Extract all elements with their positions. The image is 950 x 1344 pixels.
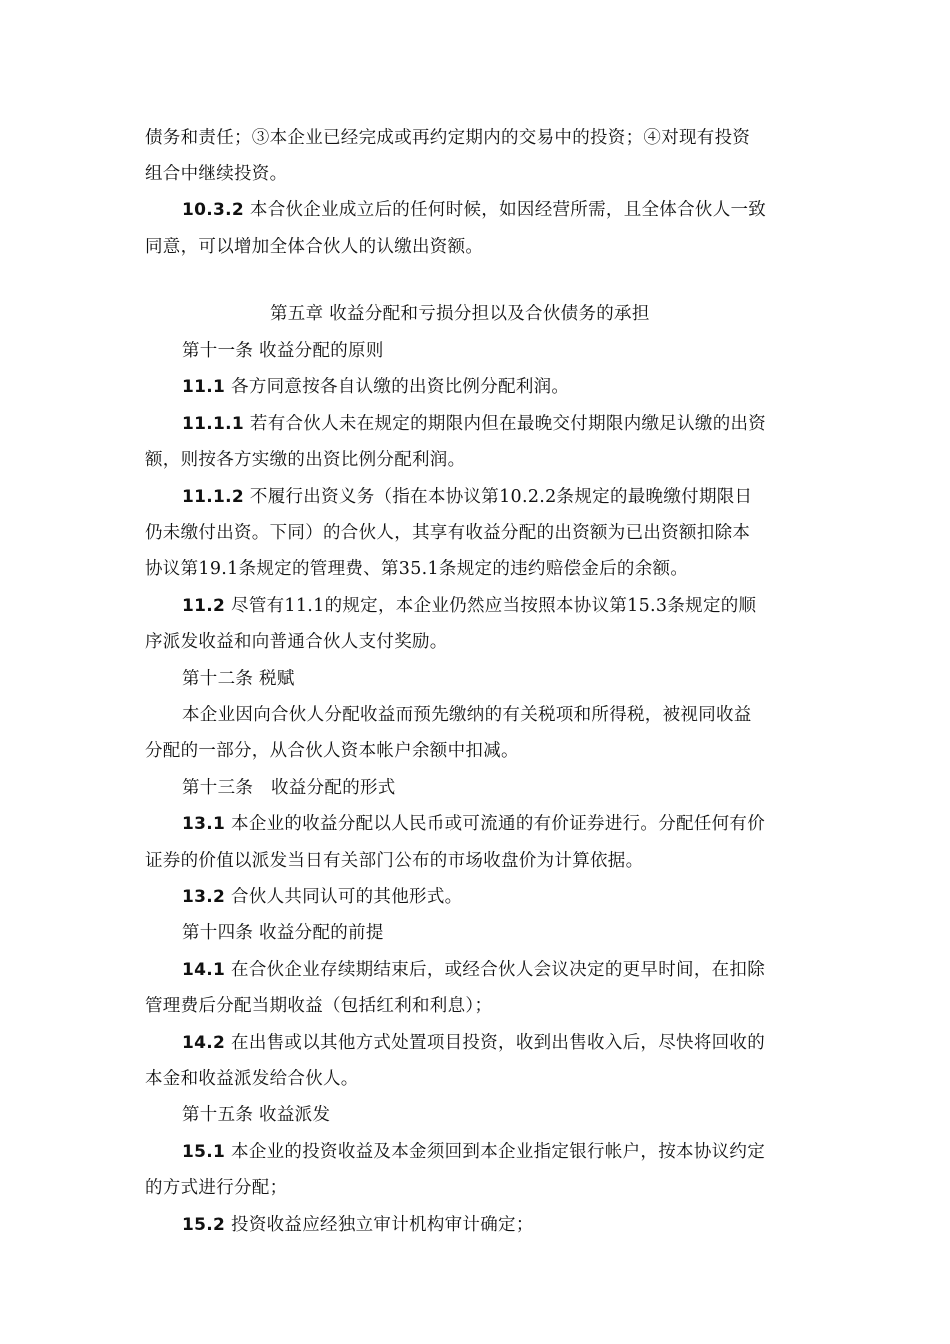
line-text: 债务和责任；③本企业已经完成或再约定期内的交易中的投资；④对现有投资 [145, 128, 751, 148]
line-text: 在出售或以其他方式处置项目投资，收到出售收入后，尽快将回收的 [225, 1033, 766, 1053]
article-heading [182, 667, 295, 691]
line-text: 证券的价值以派发当日有关部门公布的市场收盘价为计算依据。 [145, 851, 644, 871]
line-text: 不履行出资义务（指在本协议第10.2.2条规定的最晚缴付期限日 [244, 487, 753, 507]
line-text: 投资收益应经独立审计机构审计确定； [225, 1215, 534, 1235]
line-text: 分配的一部分，从合伙人资本帐户余额中扣减。 [145, 741, 519, 761]
paragraph-line [145, 235, 483, 259]
paragraph-line [182, 703, 752, 727]
clause-number: 15.1 [182, 1142, 226, 1162]
paragraph-line [145, 739, 519, 763]
line-text: 本企业的收益分配以人民币或可流通的有价证券进行。分配任何有价 [225, 814, 766, 834]
paragraph-line [145, 849, 643, 873]
clause-number: 10.3.2 [182, 200, 245, 220]
line-text: 额，则按各方实缴的出资比例分配利润。 [145, 450, 466, 470]
paragraph-line [145, 1067, 359, 1091]
clause-line [182, 198, 766, 222]
clause-line [182, 375, 569, 399]
clause-number: 13.2 [182, 887, 226, 907]
line-text: 的方式进行分配； [145, 1178, 288, 1198]
line-text: 本金和收益派发给合伙人。 [145, 1069, 359, 1089]
heading-text: 第十三条 收益分配的形式 [182, 778, 396, 798]
paragraph-line [145, 994, 492, 1018]
line-text: 各方同意按各自认缴的出资比例分配利润。 [225, 377, 570, 397]
clause-line [182, 958, 765, 982]
clause-number: 11.1.2 [182, 487, 245, 507]
heading-text: 第十四条 收益分配的前提 [182, 923, 384, 943]
clause-number: 13.1 [182, 814, 226, 834]
line-text: 组合中继续投资。 [145, 164, 288, 184]
article-heading [182, 339, 384, 363]
line-text: 若有合伙人未在规定的期限内但在最晚交付期限内缴足认缴的出资 [244, 414, 767, 434]
heading-text: 第十一条 收益分配的原则 [182, 341, 384, 361]
line-text: 本合伙企业成立后的任何时候，如因经营所需，且全体合伙人一致 [244, 200, 767, 220]
clause-line [182, 885, 462, 909]
line-text: 序派发收益和向普通合伙人支付奖励。 [145, 632, 448, 652]
heading-text: 第五章 收益分配和亏损分担以及合伙债务的承担 [270, 304, 650, 324]
paragraph-line [145, 162, 287, 186]
paragraph-line [145, 630, 448, 654]
clause-line [182, 485, 752, 509]
article-heading [182, 1103, 330, 1127]
article-heading [182, 921, 384, 945]
heading-text: 第十五条 收益派发 [182, 1105, 331, 1125]
paragraph-line [145, 126, 750, 150]
clause-line [182, 1031, 765, 1055]
paragraph-line [145, 557, 688, 581]
paragraph-line [145, 1176, 287, 1200]
clause-number: 11.2 [182, 596, 226, 616]
clause-number: 14.1 [182, 960, 226, 980]
clause-number: 11.1 [182, 377, 226, 397]
paragraph-line [145, 448, 465, 472]
article-heading [182, 776, 396, 800]
clause-number: 15.2 [182, 1215, 226, 1235]
heading-text: 第十二条 税赋 [182, 669, 295, 689]
line-text: 仍未缴付出资。下同）的合伙人，其享有收益分配的出资额为已出资额扣除本 [145, 523, 751, 543]
line-text: 同意，可以增加全体合伙人的认缴出资额。 [145, 237, 484, 257]
clause-line [182, 594, 756, 618]
line-text: 合伙人共同认可的其他形式。 [225, 887, 463, 907]
clause-number: 11.1.1 [182, 414, 245, 434]
clause-number: 14.2 [182, 1033, 226, 1053]
line-text: 尽管有11.1的规定，本企业仍然应当按照本协议第15.3条规定的顺 [225, 596, 757, 616]
clause-line [182, 812, 765, 836]
line-text: 本企业的投资收益及本金须回到本企业指定银行帐户，按本协议约定 [225, 1142, 766, 1162]
line-text: 本企业因向合伙人分配收益而预先缴纳的有关税项和所得税，被视同收益 [182, 705, 752, 725]
clause-line [182, 1213, 534, 1237]
line-text: 协议第19.1条规定的管理费、第35.1条规定的违约赔偿金后的余额。 [145, 559, 689, 579]
line-text: 管理费后分配当期收益（包括红利和利息）； [145, 996, 493, 1016]
line-text: 在合伙企业存续期结束后，或经合伙人会议决定的更早时间，在扣除 [225, 960, 766, 980]
chapter-heading [270, 302, 650, 326]
clause-line [182, 1140, 765, 1164]
paragraph-line [145, 521, 750, 545]
clause-line [182, 412, 766, 436]
